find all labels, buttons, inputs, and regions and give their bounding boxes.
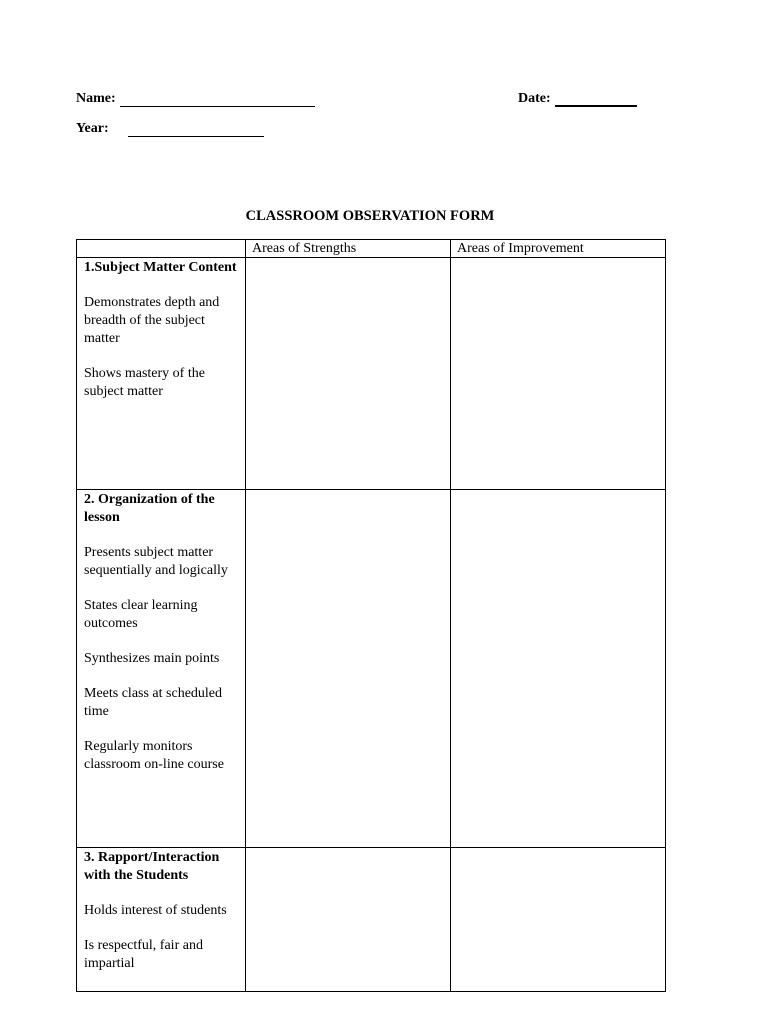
criteria-item: Holds interest of students	[84, 903, 227, 918]
criteria-item: Meets class at scheduled time	[84, 686, 223, 719]
date-label: Date:	[518, 91, 551, 106]
criteria-cell	[77, 848, 246, 992]
name-label: Name:	[76, 91, 116, 106]
table-row-organization	[77, 490, 666, 848]
section-title: 3. Rapport/Interaction with the Students	[84, 850, 220, 883]
name-input-line[interactable]	[120, 92, 315, 107]
table-row-rapport	[77, 848, 666, 992]
table-header-row	[77, 240, 666, 258]
criteria-item: Is respectful, fair and impartial	[84, 938, 203, 971]
criteria-item: Regularly monitors classroom on-line course	[84, 739, 224, 772]
improvement-cell[interactable]	[451, 490, 666, 848]
improvement-column-header: Areas of Improvement	[451, 240, 666, 258]
criteria-item: Shows mastery of the subject matter	[84, 366, 205, 399]
year-label: Year:	[76, 121, 109, 136]
date-input-line[interactable]	[555, 91, 637, 107]
year-field	[76, 121, 264, 137]
criteria-item: States clear learning outcomes	[84, 598, 198, 631]
observation-table	[76, 239, 666, 992]
section-title: 1.Subject Matter Content	[84, 260, 237, 275]
criteria-item: Presents subject matter sequentially and logically	[84, 545, 228, 578]
improvement-cell[interactable]	[451, 848, 666, 992]
strengths-cell[interactable]	[246, 848, 451, 992]
form-title: CLASSROOM OBSERVATION FORM	[245, 208, 495, 224]
strengths-column-header: Areas of Strengths	[246, 240, 451, 258]
criteria-cell	[77, 258, 246, 490]
strengths-cell[interactable]	[246, 490, 451, 848]
improvement-cell[interactable]	[451, 258, 666, 490]
criteria-item: Synthesizes main points	[84, 651, 220, 666]
criteria-item: Demonstrates depth and breadth of the subject matter	[84, 295, 220, 346]
date-field	[518, 91, 637, 107]
section-title: 2. Organization of the lesson	[84, 492, 215, 525]
year-input-line[interactable]	[128, 122, 264, 137]
criteria-cell	[77, 490, 246, 848]
criteria-column-header	[77, 240, 246, 258]
name-field	[76, 91, 315, 107]
strengths-cell[interactable]	[246, 258, 451, 490]
table-row-subject-matter	[77, 258, 666, 490]
